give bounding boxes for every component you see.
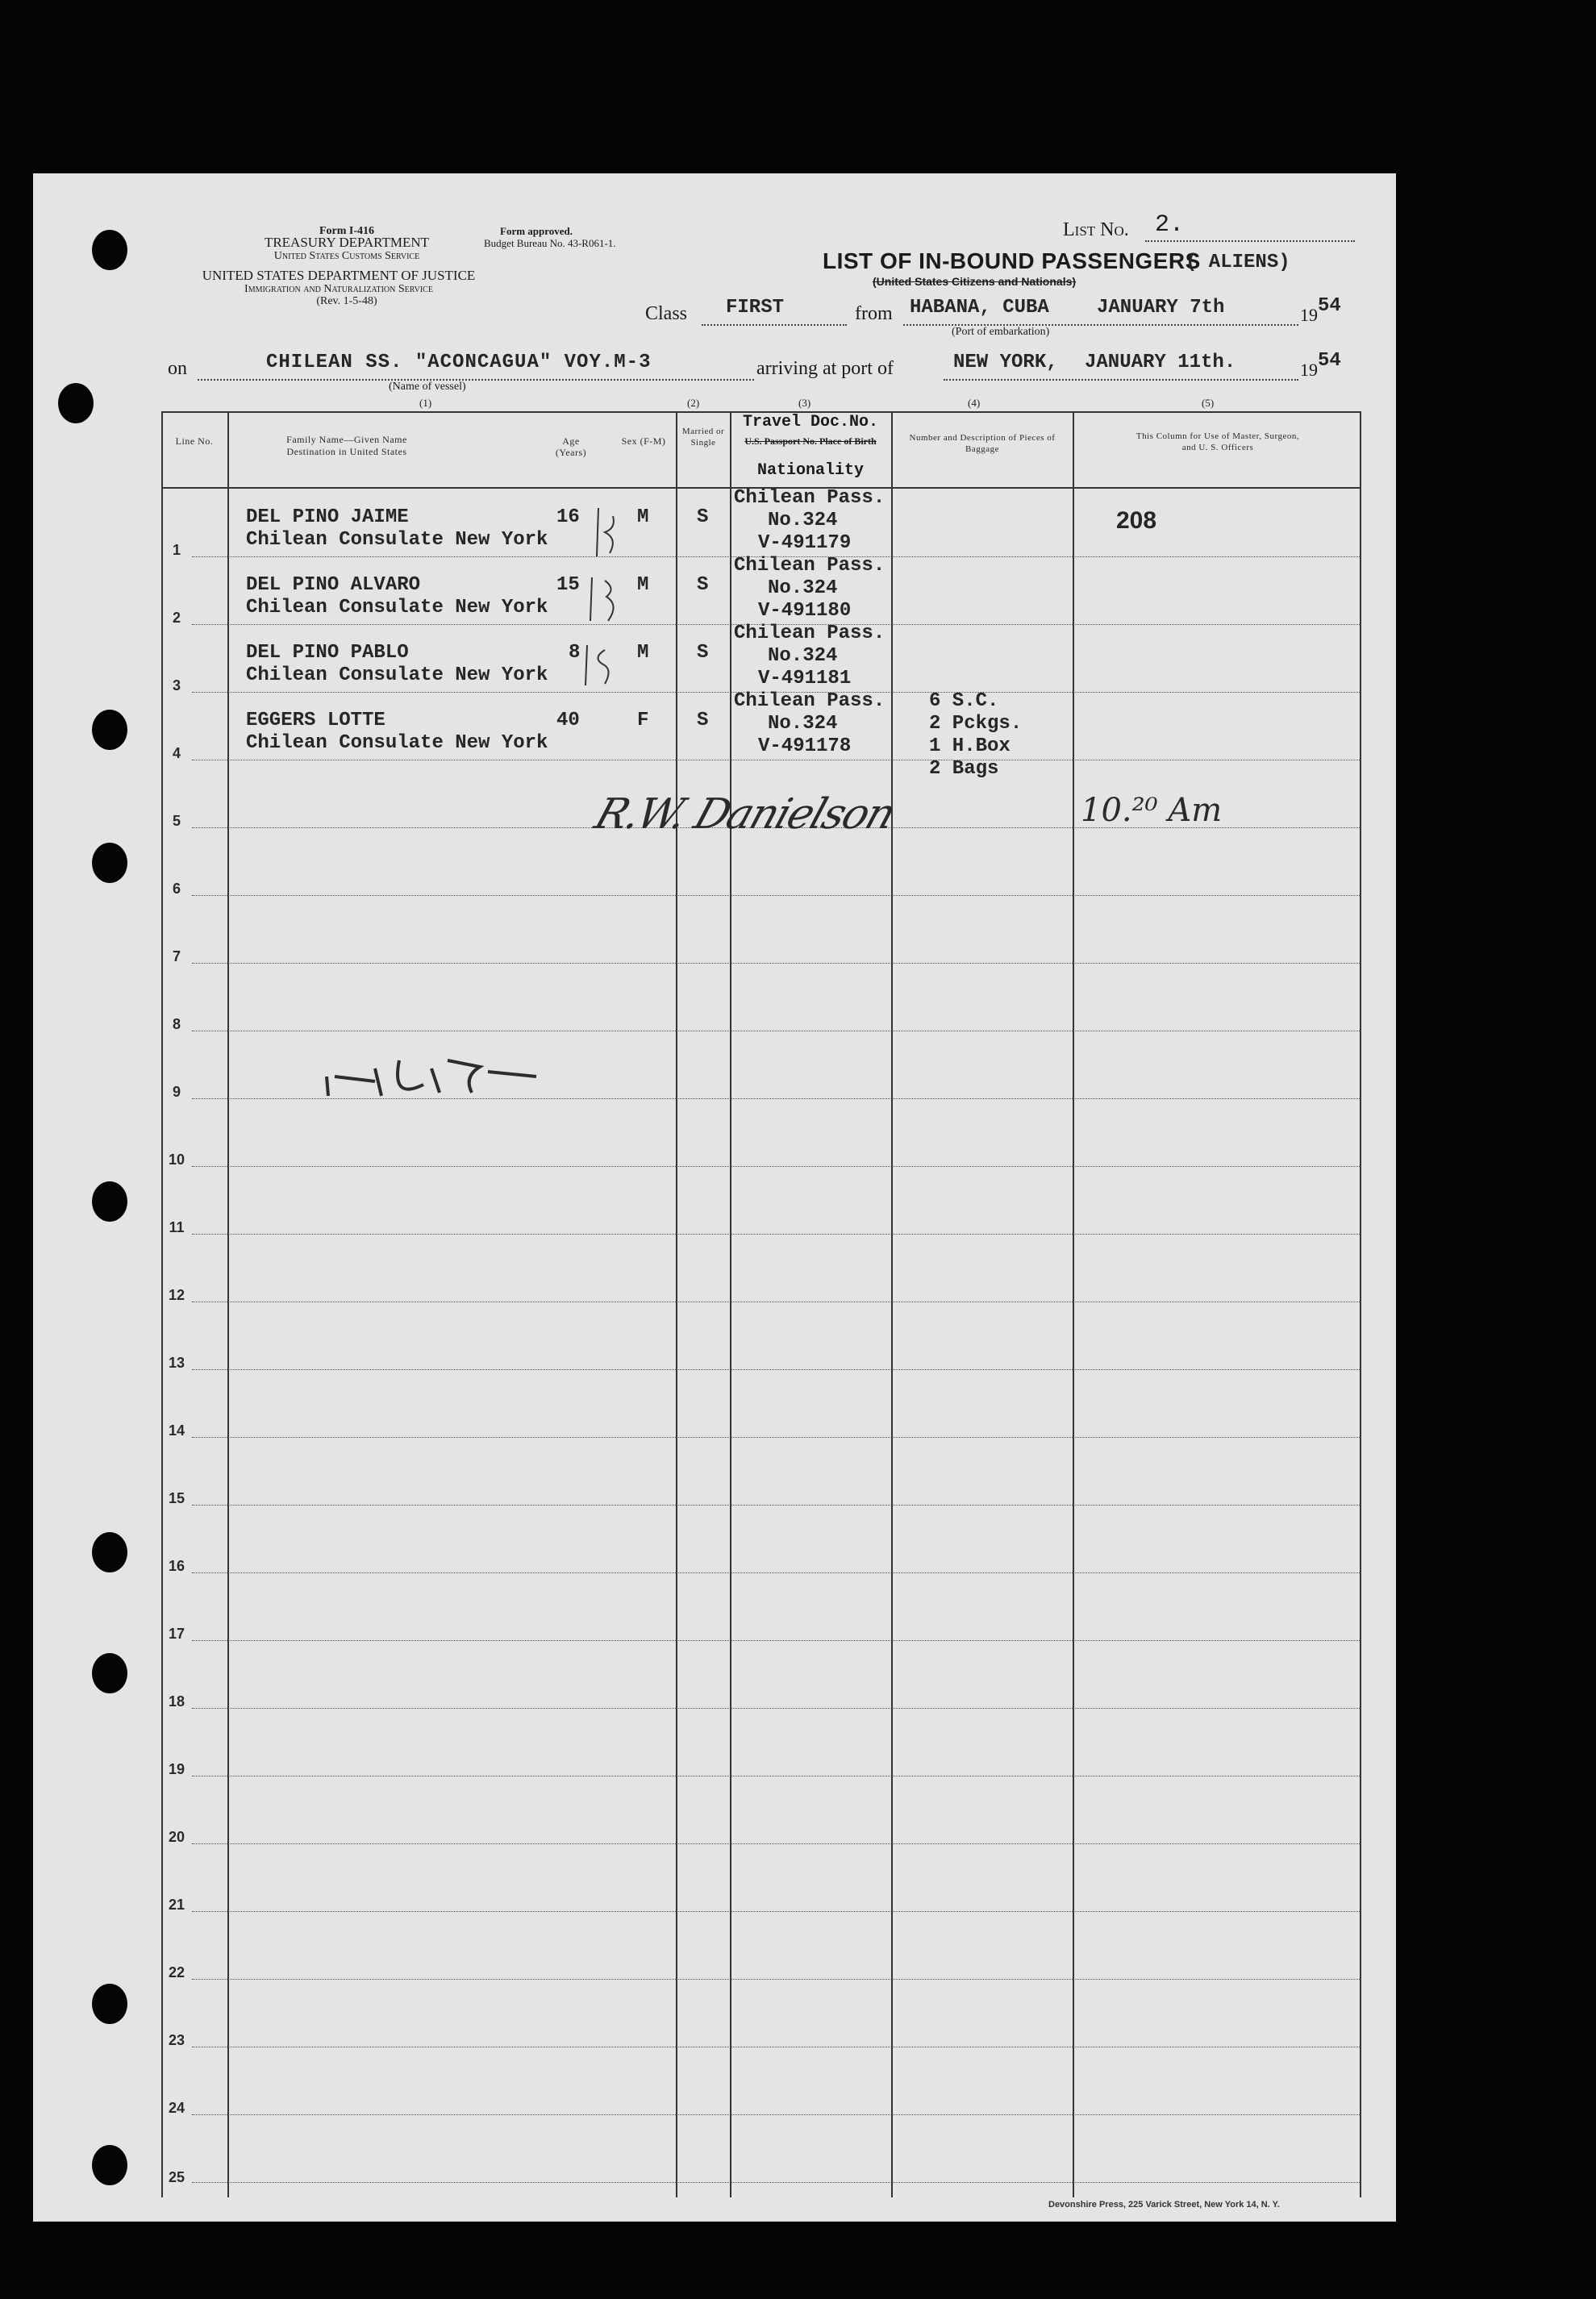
col-number-1: (1) bbox=[419, 397, 432, 409]
passenger-name: DEL PINO JAIME bbox=[246, 506, 409, 528]
handwritten-age-marks bbox=[581, 500, 629, 693]
passenger-doc-no: No.324 bbox=[768, 645, 838, 667]
baggage-item: 6 S.C. bbox=[929, 690, 999, 712]
arrival-year-prefix: 19 bbox=[1300, 360, 1318, 380]
line-number: 13 bbox=[168, 1355, 185, 1371]
passenger-passport: V-491180 bbox=[758, 600, 852, 622]
row-separator bbox=[192, 1979, 1361, 1980]
line-number: 22 bbox=[168, 1964, 185, 1980]
punch-hole bbox=[92, 230, 127, 270]
passenger-doc-no: No.324 bbox=[768, 577, 838, 599]
handwritten-time: 10.²⁰ Am bbox=[1081, 792, 1223, 829]
passenger-name: DEL PINO ALVARO bbox=[246, 574, 421, 596]
line-number: 25 bbox=[168, 2169, 185, 2185]
row-separator bbox=[192, 1911, 1361, 1912]
year-value: 54 bbox=[1318, 295, 1341, 317]
arrival-port: NEW YORK, bbox=[953, 352, 1058, 373]
header-officers: This Column for Use of Master, Surgeon, and U. S. Officers bbox=[1136, 431, 1300, 452]
col-divider-baggage bbox=[1073, 411, 1074, 2197]
passenger-age: 40 bbox=[556, 710, 580, 731]
line-number: 20 bbox=[168, 1829, 185, 1845]
passenger-sex: M bbox=[637, 574, 649, 596]
baggage-item: 2 Bags bbox=[929, 758, 999, 780]
line-number: 2 bbox=[172, 610, 181, 626]
justice-label: UNITED STATES DEPARTMENT OF JUSTICE bbox=[202, 268, 476, 283]
passenger-marital: S bbox=[697, 574, 709, 596]
vessel-caption: (Name of vessel) bbox=[389, 381, 466, 393]
list-no-value: 2. bbox=[1155, 211, 1185, 239]
page-title: LIST OF IN-BOUND PASSENGERS bbox=[823, 248, 1201, 273]
printer-imprint: Devonshire Press, 225 Varick Street, New York 14, N. Y. bbox=[1048, 2200, 1280, 2209]
ins-label: Immigration and Naturalization Service bbox=[244, 283, 433, 295]
col-number-3: (3) bbox=[798, 397, 811, 409]
passenger-doc-type: Chilean Pass. bbox=[734, 623, 886, 644]
passenger-passport: V-491179 bbox=[758, 532, 852, 554]
passenger-doc-type: Chilean Pass. bbox=[734, 690, 886, 712]
handwritten-scribble bbox=[319, 1044, 560, 1109]
line-number: 9 bbox=[172, 1084, 181, 1100]
row-separator bbox=[192, 1640, 1361, 1641]
officer-number: 208 bbox=[1116, 507, 1157, 534]
col-divider-line bbox=[227, 411, 229, 2197]
passenger-passport: V-491178 bbox=[758, 735, 852, 757]
line-number: 21 bbox=[168, 1897, 185, 1913]
line-number: 24 bbox=[168, 2100, 185, 2116]
baggage-item: 1 H.Box bbox=[929, 735, 1011, 757]
col-number-4: (4) bbox=[968, 397, 981, 409]
passenger-doc-no: No.324 bbox=[768, 713, 838, 735]
from-label: from bbox=[855, 303, 893, 324]
col-divider-doc bbox=[891, 411, 893, 2197]
treasury-label: TREASURY DEPARTMENT bbox=[264, 235, 430, 250]
line-number: 16 bbox=[168, 1558, 185, 1574]
punch-hole bbox=[92, 1984, 127, 2024]
line-number: 4 bbox=[172, 745, 181, 761]
header-passport-struck: U.S. Passport No. Place of Birth bbox=[744, 435, 877, 447]
row-separator bbox=[192, 2114, 1361, 2115]
header-travel-doc: Travel Doc.No. bbox=[742, 413, 879, 431]
vessel-name: CHILEAN SS. "ACONCAGUA" VOY.M-3 bbox=[266, 352, 652, 373]
row-separator bbox=[192, 1166, 1361, 1167]
arrival-line bbox=[944, 379, 1298, 381]
col-divider-married bbox=[730, 411, 731, 2197]
form-approved: Form approved. bbox=[500, 225, 573, 237]
line-number: 15 bbox=[168, 1490, 185, 1506]
passenger-name: DEL PINO PABLO bbox=[246, 642, 409, 664]
line-number: 7 bbox=[172, 948, 181, 964]
line-number: 23 bbox=[168, 2032, 185, 2048]
passenger-sex: F bbox=[637, 710, 649, 731]
col-number-2: (2) bbox=[687, 397, 700, 409]
header-baggage: Number and Description of Pieces of Baggage bbox=[909, 433, 1056, 454]
port-embark-caption: (Port of embarkation) bbox=[952, 326, 1050, 338]
table-right-border bbox=[1360, 411, 1361, 2197]
line-number: 19 bbox=[168, 1761, 185, 1777]
class-label: Class bbox=[645, 303, 688, 324]
list-no-line bbox=[1145, 240, 1355, 242]
baggage-item: 2 Pckgs. bbox=[929, 713, 1023, 735]
line-number: 8 bbox=[172, 1016, 181, 1032]
class-value: FIRST bbox=[726, 297, 785, 319]
header-nationality: Nationality bbox=[756, 461, 865, 480]
line-number: 5 bbox=[172, 813, 181, 829]
budget-bureau: Budget Bureau No. 43-R061-1. bbox=[484, 237, 616, 249]
line-number: 3 bbox=[172, 677, 181, 693]
line-number: 14 bbox=[168, 1422, 185, 1439]
punch-hole bbox=[92, 2145, 127, 2185]
line-number: 6 bbox=[172, 881, 181, 897]
header-married: Married or Single bbox=[681, 427, 725, 448]
row-separator bbox=[192, 2182, 1361, 2183]
row-separator bbox=[192, 1572, 1361, 1573]
header-destination: Destination in United States bbox=[286, 446, 407, 457]
col-divider-sex bbox=[676, 411, 677, 2197]
punch-hole bbox=[92, 1532, 127, 1572]
customs-label: United States Customs Service bbox=[273, 250, 420, 262]
row-separator bbox=[192, 1437, 1361, 1438]
passenger-doc-no: No.324 bbox=[768, 510, 838, 531]
punch-hole bbox=[92, 1181, 127, 1222]
manifest-sheet bbox=[33, 173, 1396, 2222]
passenger-marital: S bbox=[697, 506, 709, 528]
header-line-no: Line No. bbox=[175, 435, 214, 447]
col-number-5: (5) bbox=[1202, 397, 1215, 409]
list-no-label: List No. bbox=[1063, 219, 1129, 240]
passenger-passport: V-491181 bbox=[758, 668, 852, 689]
form-number: Form I-416 bbox=[319, 225, 375, 237]
row-separator bbox=[192, 1369, 1361, 1370]
line-number: 17 bbox=[168, 1626, 185, 1642]
passenger-destination: Chilean Consulate New York bbox=[246, 664, 548, 686]
line-number: 11 bbox=[169, 1219, 185, 1235]
line-number: 18 bbox=[168, 1693, 185, 1710]
passenger-age: 16 bbox=[556, 506, 580, 528]
passenger-destination: Chilean Consulate New York bbox=[246, 529, 548, 551]
on-label: on bbox=[168, 358, 187, 379]
passenger-name: EGGERS LOTTE bbox=[246, 710, 385, 731]
passenger-age: 15 bbox=[556, 574, 580, 596]
passenger-sex: M bbox=[637, 642, 649, 664]
signature: R.W. Danielson bbox=[589, 790, 901, 839]
passenger-sex: M bbox=[637, 506, 649, 528]
header-sex: Sex (F-M) bbox=[621, 435, 666, 447]
punch-hole bbox=[58, 383, 94, 423]
punch-hole bbox=[92, 1653, 127, 1693]
arriving-label: arriving at port of bbox=[756, 358, 894, 379]
port-of-embarkation: HABANA, CUBA bbox=[910, 297, 1049, 319]
vessel-line bbox=[198, 379, 754, 381]
row-separator bbox=[192, 1843, 1361, 1844]
class-line bbox=[702, 324, 847, 326]
arrival-date: JANUARY 11th. bbox=[1085, 352, 1236, 373]
punch-hole bbox=[92, 843, 127, 883]
row-separator bbox=[192, 963, 1361, 964]
punch-hole bbox=[92, 710, 127, 750]
passenger-marital: S bbox=[697, 642, 709, 664]
arrival-year: 54 bbox=[1318, 350, 1341, 372]
header-name: Family Name—Given Name bbox=[286, 434, 407, 445]
title-subtitle-struck: (United States Citizens and Nationals) bbox=[873, 275, 1077, 288]
row-separator bbox=[192, 1505, 1361, 1506]
passenger-doc-type: Chilean Pass. bbox=[734, 487, 886, 509]
row-separator bbox=[192, 1234, 1361, 1235]
header-age: Age (Years) bbox=[555, 435, 587, 458]
passenger-destination: Chilean Consulate New York bbox=[246, 732, 548, 754]
revision-label: (Rev. 1-5-48) bbox=[316, 295, 377, 307]
row-separator bbox=[192, 1708, 1361, 1709]
passenger-age: 8 bbox=[569, 642, 581, 664]
embarkation-date: JANUARY 7th bbox=[1097, 297, 1225, 319]
title-aliens: ( ALIENS) bbox=[1186, 252, 1290, 273]
row-separator bbox=[192, 895, 1361, 896]
passenger-marital: S bbox=[697, 710, 709, 731]
line-number: 1 bbox=[172, 542, 181, 558]
passenger-destination: Chilean Consulate New York bbox=[246, 597, 548, 618]
line-number: 10 bbox=[168, 1152, 185, 1168]
year-prefix: 19 bbox=[1300, 305, 1318, 325]
line-number: 12 bbox=[168, 1287, 185, 1303]
passenger-doc-type: Chilean Pass. bbox=[734, 555, 886, 577]
